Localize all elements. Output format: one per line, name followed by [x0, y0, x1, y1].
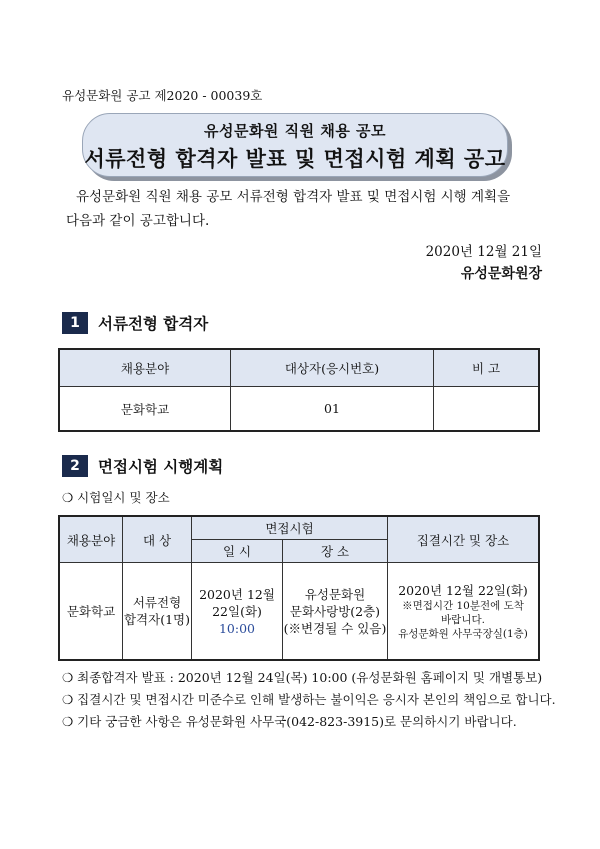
section-2-number: 2 — [62, 455, 88, 477]
cell-datetime — [192, 563, 283, 661]
time: 10:00 — [218, 620, 256, 636]
cell-target — [123, 563, 192, 661]
announcement-date: 2020년 12월 21일 — [425, 244, 542, 260]
section-1-number: 1 — [62, 312, 88, 334]
notes-list — [62, 667, 556, 733]
gather-line-1: 2020년 12월 22일(화) — [398, 582, 528, 598]
passers-table — [58, 348, 540, 432]
interview-table — [58, 515, 540, 661]
header-applicant: 대상자(응시번호) — [231, 349, 434, 387]
signer: 유성문화원장 — [460, 266, 542, 282]
date-line-1: 2020년 12월 — [199, 586, 275, 602]
gather-line-2: ※면접시간 10분전에 도착 — [402, 599, 524, 612]
cell-remark — [434, 387, 540, 432]
header-interview: 면접시험 — [192, 516, 388, 540]
table-header-row — [59, 516, 539, 540]
place-line-2: 문화사랑방(2층) — [289, 603, 381, 619]
gather-line-4: 유성문화원 사무국장실(1층) — [398, 627, 528, 640]
banner-title: 서류전형 합격자 발표 및 면접시험 계획 공고 — [84, 147, 506, 171]
header-field: 채용분야 — [59, 516, 123, 563]
target-line-1: 서류전형 — [132, 595, 182, 610]
notice-number: 유성문화원 공고 제2020 - 00039호 — [62, 88, 263, 103]
intro-line-1: 유성문화원 직원 채용 공모 서류전형 합격자 발표 및 면접시험 시행 계획을 — [76, 189, 511, 205]
target-line-2: 합격자(1명) — [123, 612, 190, 627]
section-2-heading — [62, 455, 223, 477]
cell-place — [283, 563, 388, 661]
table-header-row — [59, 349, 539, 387]
section-1-title: 서류전형 합격자 — [98, 315, 209, 333]
section-1-heading — [62, 312, 208, 334]
header-place: 장 소 — [283, 540, 388, 563]
place-line-3: (※변경될 수 있음) — [283, 620, 387, 636]
cell-field: 문화학교 — [59, 563, 123, 661]
gather-line-3: 바랍니다. — [441, 613, 485, 626]
header-gather: 집결시간 및 장소 — [388, 516, 540, 563]
intro-paragraph — [66, 185, 536, 233]
section-2-title: 면접시험 시행계획 — [98, 458, 224, 476]
header-field: 채용분야 — [59, 349, 231, 387]
cell-applicant: 01 — [231, 387, 434, 432]
note-item: ❍ 집결시간 및 면접시간 미준수로 인해 발생하는 불이익은 응시자 본인의 책임으로 합니다. — [62, 692, 556, 707]
intro-line-2: 다음과 같이 공고합니다. — [66, 213, 210, 229]
note-item: ❍ 기타 궁금한 사항은 유성문화원 사무국(042-823-3915)로 문의하시기 바랍니다. — [62, 714, 517, 729]
place-line-1: 유성문화원 — [304, 586, 366, 602]
table-row — [59, 563, 539, 661]
title-banner — [82, 113, 508, 177]
banner-subtitle: 유성문화원 직원 채용 공모 — [203, 122, 387, 140]
note-item: ❍ 최종합격자 발표 : 2020년 12월 24일(목) 10:00 (유성문화원 홈페이지 및 개별통보) — [62, 670, 543, 685]
cell-gather — [388, 563, 540, 661]
header-target: 대 상 — [123, 516, 192, 563]
date-line-2: 22일(화) — [212, 603, 262, 619]
header-datetime: 일 시 — [192, 540, 283, 563]
cell-field: 문화학교 — [59, 387, 231, 432]
schedule-bullet: ❍ 시험일시 및 장소 — [62, 490, 170, 505]
header-remark: 비 고 — [434, 349, 540, 387]
table-row — [59, 387, 539, 432]
